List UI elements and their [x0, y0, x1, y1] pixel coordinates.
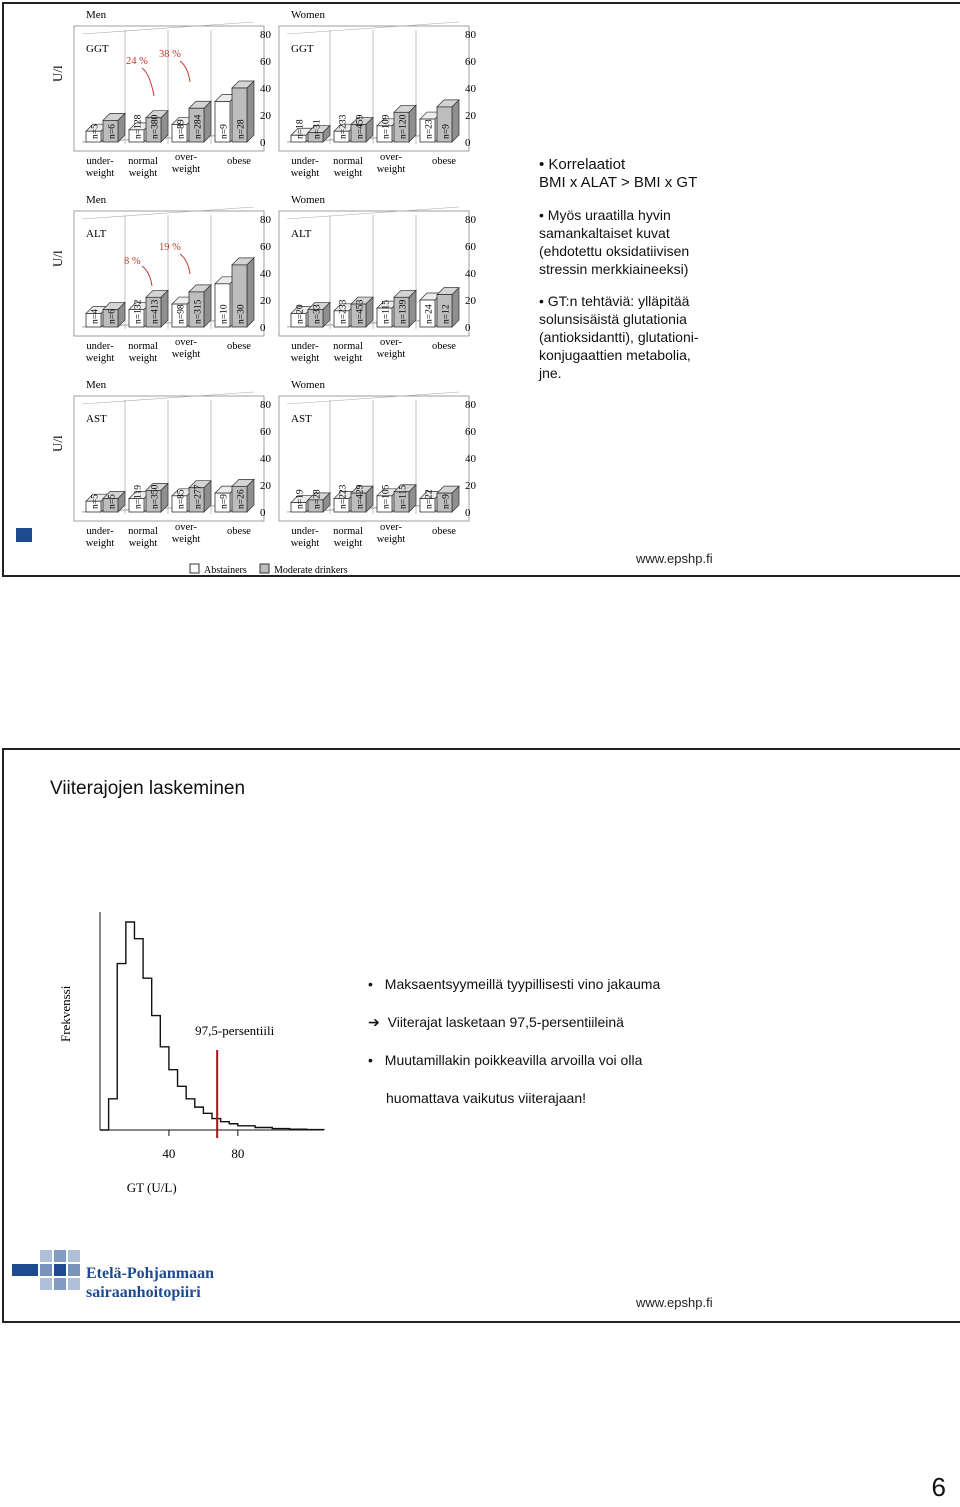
- bar-side-3-2-1: [409, 290, 416, 327]
- bar-n-label-5-1-1: n=429: [355, 484, 366, 509]
- y-tick-2-0: 0: [260, 322, 266, 334]
- bar-n-label-5-0-1: n=28: [312, 489, 323, 509]
- bar-n-label-0-1-0: n=128: [133, 114, 144, 139]
- category-label-5-1-0: normal: [333, 526, 363, 537]
- category-label-4-1-0: normal: [128, 526, 158, 537]
- percent-note-alt_a: 8 %: [124, 256, 141, 267]
- percent-arrow-alt_a: [142, 266, 152, 286]
- y-tick-5-4: 80: [465, 399, 476, 411]
- slide1-bullets: [539, 156, 779, 396]
- bar-n-label-1-1-1: n=459: [355, 114, 366, 139]
- bar-n-label-4-1-0: n=119: [133, 484, 144, 509]
- category-label-2-2-1: weight: [171, 349, 201, 360]
- panel-heading-women-2: Women: [291, 379, 325, 391]
- y-tick-1-4: 80: [465, 29, 476, 41]
- percentile-annotation: 97,5-persentiili: [195, 1023, 275, 1038]
- panel-title-0: GGT: [86, 43, 109, 55]
- category-label-1-3-0: obese: [432, 156, 456, 167]
- percent-note-ggt_a: 24 %: [126, 56, 148, 67]
- x-axis-label: GT (U/L): [126, 1180, 177, 1195]
- percent-note-alt_b: 19 %: [159, 242, 181, 253]
- category-label-2-2-0: over-: [175, 337, 197, 348]
- y-tick-4-2: 40: [260, 453, 271, 465]
- bar-n-label-2-0-1: n=6: [107, 309, 118, 324]
- slide2-title: Viiterajojen laskeminen: [50, 778, 246, 799]
- category-label-4-1-1: weight: [128, 538, 158, 549]
- category-label-4-3-0: obese: [227, 526, 251, 537]
- category-label-1-1-0: normal: [333, 156, 363, 167]
- bar-n-label-2-2-1: n=315: [193, 299, 204, 324]
- bar-side-3-3-1: [452, 288, 459, 327]
- bar-n-label-2-1-0: n=132: [133, 299, 144, 324]
- bar-n-label-3-1-1: n=453: [355, 299, 366, 324]
- bar-n-label-0-1-1: n=380: [150, 114, 161, 139]
- bullet-urate: • Myös uraatilla hyvin samankaltaiset kuvat (ehdotettu oksidatiivisen stressin merkkiaineeksi): [539, 207, 690, 277]
- percent-note-ggt_b: 38 %: [159, 49, 181, 60]
- legend-label-moderate: Moderate drinkers: [274, 565, 348, 576]
- category-label-1-0-0: under-: [291, 156, 319, 167]
- y-tick-0-3: 60: [260, 56, 271, 68]
- y-tick-0-1: 20: [260, 110, 271, 122]
- panel-title-4: AST: [86, 413, 107, 425]
- category-label-0-1-1: weight: [128, 168, 158, 179]
- category-label-3-3-0: obese: [432, 341, 456, 352]
- category-label-4-0-0: under-: [86, 526, 114, 537]
- category-label-5-0-0: under-: [291, 526, 319, 537]
- y-axis-label-2: U/l: [50, 435, 65, 452]
- y-tick-0-2: 40: [260, 83, 271, 95]
- y-tick-1-0: 0: [465, 137, 471, 149]
- category-label-2-3-0: obese: [227, 341, 251, 352]
- percent-arrow-ggt_a: [142, 68, 154, 96]
- x-tick-label-1: 80: [231, 1146, 245, 1161]
- y-tick-0-0: 0: [260, 137, 266, 149]
- category-label-0-0-0: under-: [86, 156, 114, 167]
- slide2-url[interactable]: www.epshp.fi: [636, 1295, 713, 1310]
- y-tick-0-4: 80: [260, 29, 271, 41]
- bar-n-label-0-2-1: n=284: [193, 114, 204, 139]
- bar-n-label-2-3-0: n=10: [219, 304, 230, 324]
- category-label-0-0-1: weight: [85, 168, 115, 179]
- bar-side-1-2-1: [409, 105, 416, 142]
- bar-n-label-3-2-1: n=139: [398, 299, 409, 324]
- bar-n-label-0-3-1: n=28: [236, 119, 247, 139]
- slide-marker-icon: [16, 528, 32, 542]
- y-tick-3-3: 60: [465, 241, 476, 253]
- category-label-4-2-0: over-: [175, 522, 197, 533]
- y-tick-4-3: 60: [260, 426, 271, 438]
- y-tick-2-1: 20: [260, 295, 271, 307]
- y-tick-3-1: 20: [465, 295, 476, 307]
- percent-arrow-alt_b: [180, 254, 190, 274]
- y-tick-5-3: 60: [465, 426, 476, 438]
- bar-n-label-2-1-1: n=413: [150, 299, 161, 324]
- frequency-distribution-chart: [4, 750, 364, 1210]
- bar-n-label-4-1-1: n=350: [150, 484, 161, 509]
- y-tick-1-3: 60: [465, 56, 476, 68]
- bar-n-label-5-0-0: n=19: [295, 489, 306, 509]
- hospital-district-logo: [10, 1248, 250, 1338]
- y-tick-4-4: 80: [260, 399, 271, 411]
- bar-n-label-5-2-1: n=115: [398, 484, 409, 509]
- slide-bmi-liver-enzymes: [2, 2, 960, 577]
- y-tick-2-2: 40: [260, 268, 271, 280]
- bar-side-2-1-1: [161, 290, 168, 327]
- category-label-4-0-1: weight: [85, 538, 115, 549]
- bar-n-label-3-0-0: n=20: [295, 304, 306, 324]
- bar-n-label-1-0-0: n=18: [295, 119, 306, 139]
- category-label-1-0-1: weight: [290, 168, 320, 179]
- bar-n-label-4-2-0: n=85: [176, 489, 187, 509]
- y-tick-2-4: 80: [260, 214, 271, 226]
- bar-n-label-2-3-1: n=30: [236, 304, 247, 324]
- bar-n-label-2-2-0: n=98: [176, 304, 187, 324]
- bar-n-label-4-3-1: n=26: [236, 489, 247, 509]
- category-label-3-2-1: weight: [376, 349, 406, 360]
- logo-line1: Etelä-Pohjanmaan: [86, 1265, 214, 1282]
- panel-heading-men-0: Men: [86, 9, 107, 21]
- category-label-3-1-1: weight: [333, 353, 363, 364]
- category-label-5-0-1: weight: [290, 538, 320, 549]
- bullet-gt-functions: • GT:n tehtäviä: ylläpitää solunsisäistä glutationia (antioksidantti), glutationi- konjugaattien metabolia, jne.: [539, 293, 699, 381]
- legend-swatch-moderate: [260, 564, 269, 573]
- y-tick-3-4: 80: [465, 214, 476, 226]
- bar-side-0-2-1: [204, 101, 211, 142]
- bar-n-label-4-0-1: n=5: [107, 494, 118, 509]
- bar-n-label-1-3-0: n=23: [424, 119, 435, 139]
- y-tick-4-0: 0: [260, 507, 266, 519]
- bar-n-label-3-3-1: n=12: [441, 304, 452, 324]
- bar-n-label-5-3-1: n=9: [441, 494, 452, 509]
- panel-title-2: ALT: [86, 228, 107, 240]
- slide-reference-limits: [2, 748, 960, 1323]
- bar-side-2-2-1: [204, 285, 211, 327]
- category-label-5-2-1: weight: [376, 534, 406, 545]
- y-tick-3-0: 0: [465, 322, 471, 334]
- category-label-3-1-0: normal: [333, 341, 363, 352]
- slide1-url[interactable]: www.epshp.fi: [636, 551, 713, 566]
- bar-n-label-3-2-0: n=115: [381, 299, 392, 324]
- category-label-5-1-1: weight: [333, 538, 363, 549]
- y-tick-5-1: 20: [465, 480, 476, 492]
- y-tick-5-2: 40: [465, 453, 476, 465]
- bar-n-label-1-2-0: n=109: [381, 114, 392, 139]
- y-tick-5-0: 0: [465, 507, 471, 519]
- bar-side-2-3-1: [247, 258, 254, 327]
- y-axis-label-0: U/l: [50, 65, 65, 82]
- bar-n-label-4-3-0: n=9: [219, 494, 230, 509]
- category-label-1-2-1: weight: [376, 164, 406, 175]
- logo-line2: sairaanhoitopiiri: [86, 1284, 201, 1301]
- y-tick-1-2: 40: [465, 83, 476, 95]
- logo-cross-icon: [12, 1250, 80, 1290]
- legend-swatch-abstainers: [190, 564, 199, 573]
- category-label-0-1-0: normal: [128, 156, 158, 167]
- category-label-0-3-0: obese: [227, 156, 251, 167]
- bar-n-label-3-1-0: n=233: [338, 299, 349, 324]
- panel-title-5: AST: [291, 413, 312, 425]
- bar-side-0-3-1: [247, 81, 254, 142]
- bar-n-label-3-3-0: n=24: [424, 304, 435, 324]
- category-label-1-1-1: weight: [333, 168, 363, 179]
- category-label-5-2-0: over-: [380, 522, 402, 533]
- bar-n-label-5-3-0: n=22: [424, 489, 435, 509]
- bar-side-1-3-1: [452, 100, 459, 142]
- bar-n-label-4-0-0: n=5: [90, 494, 101, 509]
- bar-n-label-1-2-1: n=120: [398, 114, 409, 139]
- page-number: 6: [931, 1472, 946, 1502]
- bar-charts-panel: [4, 4, 504, 579]
- bar-n-label-5-1-0: n=223: [338, 484, 349, 509]
- y-axis-label-1: U/l: [50, 250, 65, 267]
- bar-n-label-1-0-1: n=31: [312, 119, 323, 139]
- bullet-effect: huomattava vaikutus viiterajaan!: [386, 1090, 586, 1106]
- category-label-0-2-0: over-: [175, 152, 197, 163]
- bar-n-label-3-0-1: n=33: [312, 304, 323, 324]
- category-label-2-0-0: under-: [86, 341, 114, 352]
- x-tick-label-0: 40: [162, 1146, 176, 1161]
- bullet-skewed: • Maksaentsyymeillä tyypillisesti vino jakauma: [368, 976, 661, 992]
- category-label-2-1-0: normal: [128, 341, 158, 352]
- bar-n-label-2-0-0: n=4: [90, 309, 101, 324]
- bullet-outliers: • Muutamillakin poikkeavilla arvoilla voi olla: [368, 1052, 643, 1068]
- category-label-2-0-1: weight: [85, 353, 115, 364]
- panel-title-3: ALT: [291, 228, 312, 240]
- bar-n-label-1-3-1: n=9: [441, 124, 452, 139]
- category-label-2-1-1: weight: [128, 353, 158, 364]
- panel-heading-women-1: Women: [291, 194, 325, 206]
- bullet-percentile: ➔ Viiterajat lasketaan 97,5-persentiileinä: [368, 1014, 624, 1030]
- category-label-5-3-0: obese: [432, 526, 456, 537]
- bar-n-label-0-3-0: n=9: [219, 124, 230, 139]
- bar-n-label-0-2-0: n=89: [176, 119, 187, 139]
- category-label-4-2-1: weight: [171, 534, 201, 545]
- bar-n-label-5-2-0: n=105: [381, 484, 392, 509]
- bar-n-label-0-0-0: n=5: [90, 124, 101, 139]
- panel-heading-men-2: Men: [86, 379, 107, 391]
- category-label-3-2-0: over-: [380, 337, 402, 348]
- bar-n-label-1-1-0: n=233: [338, 114, 349, 139]
- y-axis-label: Frekvenssi: [58, 985, 73, 1042]
- bar-n-label-0-0-1: n=6: [107, 124, 118, 139]
- category-label-0-2-1: weight: [171, 164, 201, 175]
- category-label-3-0-1: weight: [290, 353, 320, 364]
- category-label-3-0-0: under-: [291, 341, 319, 352]
- y-tick-3-2: 40: [465, 268, 476, 280]
- percent-arrow-ggt_b: [180, 61, 190, 82]
- y-tick-1-1: 20: [465, 110, 476, 122]
- legend-label-abstainers: Abstainers: [204, 565, 247, 576]
- panel-title-1: GGT: [291, 43, 314, 55]
- panel-heading-men-1: Men: [86, 194, 107, 206]
- bullet-correlations: • Korrelaatiot BMI x ALAT > BMI x GT: [539, 156, 698, 191]
- category-label-1-2-0: over-: [380, 152, 402, 163]
- panel-heading-women-0: Women: [291, 9, 325, 21]
- y-tick-4-1: 20: [260, 480, 271, 492]
- bar-n-label-4-2-1: n=277: [193, 484, 204, 509]
- y-tick-2-3: 60: [260, 241, 271, 253]
